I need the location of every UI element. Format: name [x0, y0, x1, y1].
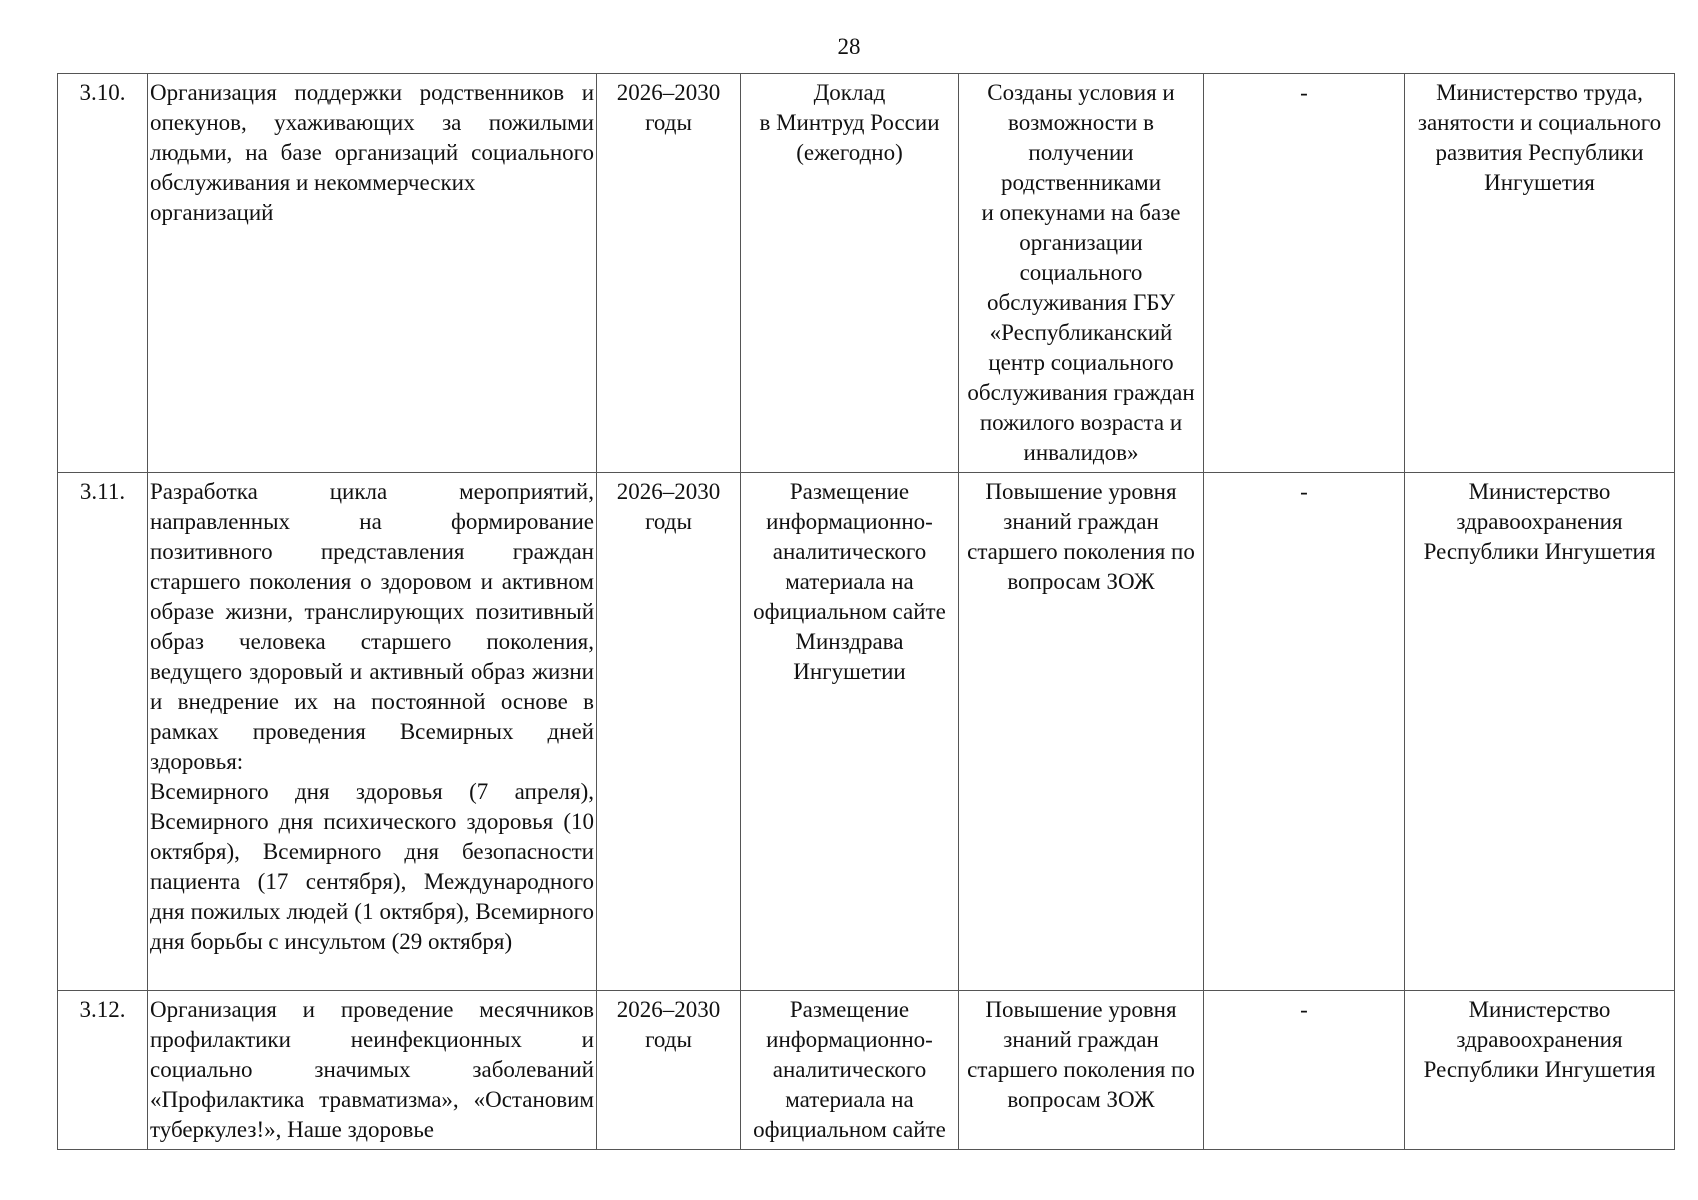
report-text: Доклад — [813, 80, 886, 105]
executor: Министерство здравоохранения Республики Ингушетия — [1405, 991, 1675, 1150]
event-text: Организация и проведение месячников профилактики неинфекционных и социально значимых заболеваний «Профилактика травматизма», «Остановим туберкулез!», Наше здоровье — [150, 997, 594, 1142]
event-text: Разработка цикла мероприятий, направленных на формирование позитивного представления граждан старшего поколения о здоровом и активном образе жизни, транслирующих позитивный образ человека старшего поколения, ведущего здоровый и активный образ жизни и внедрение их на постоянной основе в рамках проведения Всемирных дней здоровья: — [150, 479, 594, 774]
page-number: 28 — [837, 34, 861, 59]
funding: - — [1204, 74, 1405, 473]
row-number: 3.11. — [58, 473, 148, 991]
expected-result — [959, 473, 1204, 991]
table-row — [58, 473, 1675, 991]
event-text: организаций — [150, 200, 274, 225]
report-text: в Минтруд России (ежегодно) — [759, 110, 940, 165]
period: 2026–2030 годы — [597, 991, 741, 1150]
event-text: Всемирного дня здоровья (7 апреля), Всемирного дня психического здоровья (10 октября), Всемирного дня безопасности пациента (17 сентября), Международного дня пожилых людей (1 октября), Всемирного дня борьбы с инсультом (29 октября) — [150, 779, 594, 954]
executor: Министерство труда, занятости и социального развития Республики Ингушетия — [1405, 74, 1675, 473]
result-text: Повышение уровня знаний граждан старшего поколения по вопросам ЗОЖ — [967, 479, 1195, 594]
report-form — [741, 473, 959, 991]
event-description — [148, 991, 597, 1150]
report-text: Размещение информационно-аналитического материала на официальном сайте — [753, 997, 946, 1142]
executor: Министерство здравоохранения Республики Ингушетия — [1405, 473, 1675, 991]
result-text: и опекунами на базе организации социального обслуживания ГБУ «Республиканский центр социального обслуживания граждан пожилого возраста и инвалидов» — [967, 200, 1195, 465]
result-text: Созданы условия и возможности в получении родственниками — [987, 80, 1175, 195]
result-text: Повышение уровня знаний граждан старшего поколения по вопросам ЗОЖ — [967, 997, 1195, 1112]
funding: - — [1204, 473, 1405, 991]
period: 2026–2030 годы — [597, 74, 741, 473]
event-description — [148, 74, 597, 473]
report-form — [741, 74, 959, 473]
report-text: Размещение информационно-аналитического материала на официальном сайте Минздрава Ингушетии — [753, 479, 946, 684]
funding: - — [1204, 991, 1405, 1150]
row-number: 3.10. — [58, 74, 148, 473]
table-row — [58, 74, 1675, 473]
event-text: Организация поддержки родственников и опекунов, ухаживающих за пожилыми людьми, на базе организаций социального обслуживания и некоммерческих — [150, 80, 594, 195]
action-plan-table — [57, 73, 1675, 1150]
expected-result — [959, 991, 1204, 1150]
table-row — [58, 991, 1675, 1150]
period: 2026–2030 годы — [597, 473, 741, 991]
row-number: 3.12. — [58, 991, 148, 1150]
report-form — [741, 991, 959, 1150]
event-description — [148, 473, 597, 991]
expected-result — [959, 74, 1204, 473]
